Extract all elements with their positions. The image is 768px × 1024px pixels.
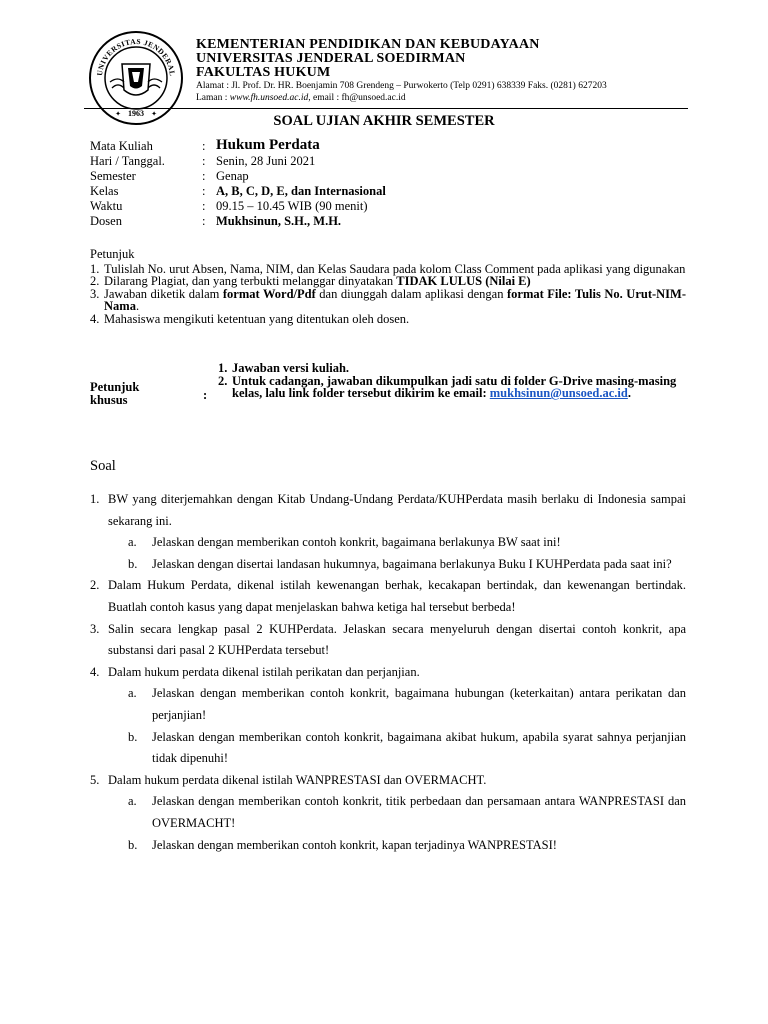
svg-text:✦: ✦: [151, 110, 157, 118]
address-block: [196, 80, 607, 104]
faculty-name: FAKULTAS HUKUM: [196, 65, 331, 80]
instruction-item: 3. Jawaban diketik dalam format Word/Pdf dan diunggah dalam aplikasi dengan format File: Tulis No. Urut-NIM-Nama.: [90, 286, 686, 313]
web-line: Laman : www.fh.unsoed.ac.id, email : fh@unsoed.ac.id: [196, 93, 406, 103]
course-name: Hukum Perdata: [216, 137, 320, 153]
info-row-course: Mata Kuliah : Hukum Perdata: [90, 137, 320, 153]
sub-question: a. Jelaskan dengan memberikan contoh konkrit, bagaimana berlakunya BW saat ini!: [128, 535, 561, 550]
sub-question: b. Jelaskan dengan memberikan contoh konkrit, bagaimana akibat hukum, apabila syarat sahnya perjanjian tidak dipenuhi!: [128, 729, 686, 766]
university-name: UNIVERSITAS JENDERAL SOEDIRMAN: [196, 51, 466, 66]
instruction-item: 2. Dilarang Plagiat, dan yang terbukti melanggar dinyatakan TIDAK LULUS (Nilai E): [90, 274, 531, 288]
ministry-name: KEMENTERIAN PENDIDIKAN DAN KEBUDAYAAN: [196, 37, 540, 52]
svg-text:✦: ✦: [115, 110, 121, 118]
exam-info-table: [90, 136, 386, 229]
info-row-time: Waktu : 09.15 – 10.45 WIB (90 menit): [90, 199, 368, 213]
question-item: 3. Salin secara lengkap pasal 2 KUHPerdata. Jelaskan secara menyeluruh dengan disertai contoh konkrit, apa substansi dari pasal 2 KUHPerdata tersebut!: [90, 621, 686, 658]
instruction-item: 4. Mahasiswa mengikuti ketentuan yang ditentukan oleh dosen.: [90, 311, 410, 326]
sub-question: b. Jelaskan dengan memberikan contoh konkrit, kapan terjadinya WANPRESTASI!: [128, 837, 557, 852]
university-logo: [88, 30, 184, 126]
logo-text: UNIVERSITAS JENDERAL: [95, 36, 177, 77]
email-link[interactable]: mukhsinun@unsoed.ac.id: [489, 386, 628, 400]
question-item: 1. BW yang diterjemahkan dengan Kitab Undang-Undang Perdata/KUHPerdata masih berlaku di Indonesia sampai sekarang ini.: [90, 492, 686, 528]
question-item: 2. Dalam Hukum Perdata, dikenal istilah kewenangan berhak, kecakapan bertindak, dan kewenangan bertindak. Buatlah contoh kasus yang dapat menjelaskan bahwa ketiga hal tersebut berbeda!: [90, 578, 686, 614]
sub-question: a. Jelaskan dengan memberikan contoh konkrit, bagaimana hubungan (keterkaitan) antara perikatan dan perjanjian!: [128, 686, 686, 722]
question-item: 5. Dalam hukum perdata dikenal istilah WANPRESTASI dan OVERMACHT.: [90, 772, 487, 787]
logo-year: 1963: [128, 109, 144, 118]
address-line: Alamat : Jl. Prof. Dr. HR. Boenjamin 708 Grendeng – Purwokerto (Telp 0291) 638339 Faks. (0281) 627203: [196, 81, 607, 91]
instruction-item: 1. Tulislah No. urut Absen, Nama, NIM, dan Kelas Saudara pada kolom Class Comment pada aplikasi yang digunakan: [90, 261, 686, 276]
question-item: 4. Dalam hukum perdata dikenal istilah perikatan dan perjanjian.: [90, 664, 420, 679]
info-row-lecturer: Dosen : Mukhsinun, S.H., M.H.: [90, 214, 342, 228]
sub-question: b. Jelaskan dengan disertai landasan hukumnya, bagaimana berlakunya Buku I KUHPerdata pada saat ini?: [128, 556, 672, 571]
special-item: 2. Untuk cadangan, jawaban dikumpulkan jadi satu di folder G-Drive masing-masing kelas, lalu link folder tersebut dikirim ke email: mukhsinun@unsoed.ac.id.: [218, 373, 677, 400]
instructions-heading: Petunjuk: [90, 247, 135, 261]
info-row-date: Hari / Tanggal. : Senin, 28 Juni 2021: [90, 154, 316, 168]
website-text: www.fh.unsoed.ac.id: [229, 93, 309, 103]
sub-question: a. Jelaskan dengan memberikan contoh konkrit, titik perbedaan dan persamaan antara WANPRESTASI dan OVERMACHT!: [128, 794, 686, 830]
info-row-semester: Semester : Genap: [90, 169, 249, 183]
header-divider: [84, 108, 688, 109]
special-item: 1. Jawaban versi kuliah.: [218, 361, 350, 375]
questions-list: [90, 489, 686, 856]
institution-header: [196, 38, 540, 80]
instructions: [90, 248, 686, 325]
special-instructions-label: Petunjuk khusus: [90, 380, 140, 407]
exam-title: SOAL UJIAN AKHIR SEMESTER: [273, 113, 495, 129]
exam-page: UNIVERSITAS JENDERAL 1963 ✦ ✦ KEMENTERIAN PENDIDIKAN DAN KEBUDAYAAN UNIVERSITAS JENDERAL SOEDIRMAN FAKULTAS HUKUM Alamat : Jl. Prof. Dr. HR. Boenjamin 708 Grendeng – Purwokerto (Telp 0291) 638339 Faks. (0281) 627203 Laman : www.fh.unsoed.ac.id, email : fh@unsoed.ac.id SOAL UJIAN AKHIR SEMESTER Mata Kuliah : Hukum Perdata Hari / Tanggal. : Senin, 28 Juni 2021 Semester : Genap Kelas : A, B, C, D, E, dan Internasional Waktu : 09.15 – 10.45 WIB (90 menit) Dosen : Mukhsinun, S.H., M.H. Petunjuk 1. Tulislah No. urut Absen, Nama, NIM, dan Kelas Saudara pada kolom Class Comment pada aplikasi yang digunakan 2. Dilarang Plagiat, dan yang terbukti melanggar dinyatakan TIDAK LULUS (Nilai E) 3. Jawaban diketik dalam format Word/Pdf dan diunggah dalam aplikasi dengan format File: Tulis No. Urut-NIM-Nama. 4. Mahasiswa mengikuti ketentuan yang ditentukan oleh dosen. Petunjuk khusus : 1. Jawaban versi kuliah. 2. Untuk cadangan, jawaban dikumpulkan jadi satu di folder G-Drive masing-masing kelas, lalu link folder tersebut dikirim ke email: mukhsinun@unsoed.ac.id. Soal 1. BW yang diterjemahkan dengan Kitab Undang-Undang Perdata/KUHPerdata masih berlaku di Indonesia sampai sekarang ini. a. Jelaskan dengan memberikan contoh konkrit, bagaimana berlakunya BW saat ini! b. Jelaskan dengan disertai landasan hukumnya, bagaimana berlakunya Buku I KUHPerdata pada saat ini? 2. Dalam Hukum Perdata, dikenal istilah kewenangan berhak, kecakapan bertindak, dan kewenangan bertindak. Buatlah contoh kasus yang dapat menjelaskan bahwa ketiga hal tersebut berbeda! 3. Salin secara lengkap pasal 2 KUHPerdata. Jelaskan secara menyeluruh dengan disertai contoh konkrit, apa substansi dari pasal 2 KUHPerdata tersebut! 4. Dalam hukum perdata dikenal istilah perikatan dan perjanjian. a. Jelaskan dengan memberikan contoh konkrit, bagaimana hubungan (keterkaitan) antara perikatan dan perjanjian! b. Jelaskan dengan memberikan contoh konkrit, bagaimana akibat hukum, apabila syarat sahnya perjanjian tidak dipenuhi! 5. Dalam hukum perdata dikenal istilah WANPRESTASI dan OVERMACHT. a. Jelaskan dengan memberikan contoh konkrit, titik perbedaan dan persamaan antara WANPRESTASI dan OVERMACHT! b. Jelaskan dengan memberikan contoh konkrit, kapan terjadinya WANPRESTASI!: [0, 0, 768, 1024]
special-instructions: [218, 362, 688, 400]
questions-heading: Soal: [90, 458, 116, 474]
info-row-class: Kelas : A, B, C, D, E, dan Internasional: [90, 184, 386, 198]
